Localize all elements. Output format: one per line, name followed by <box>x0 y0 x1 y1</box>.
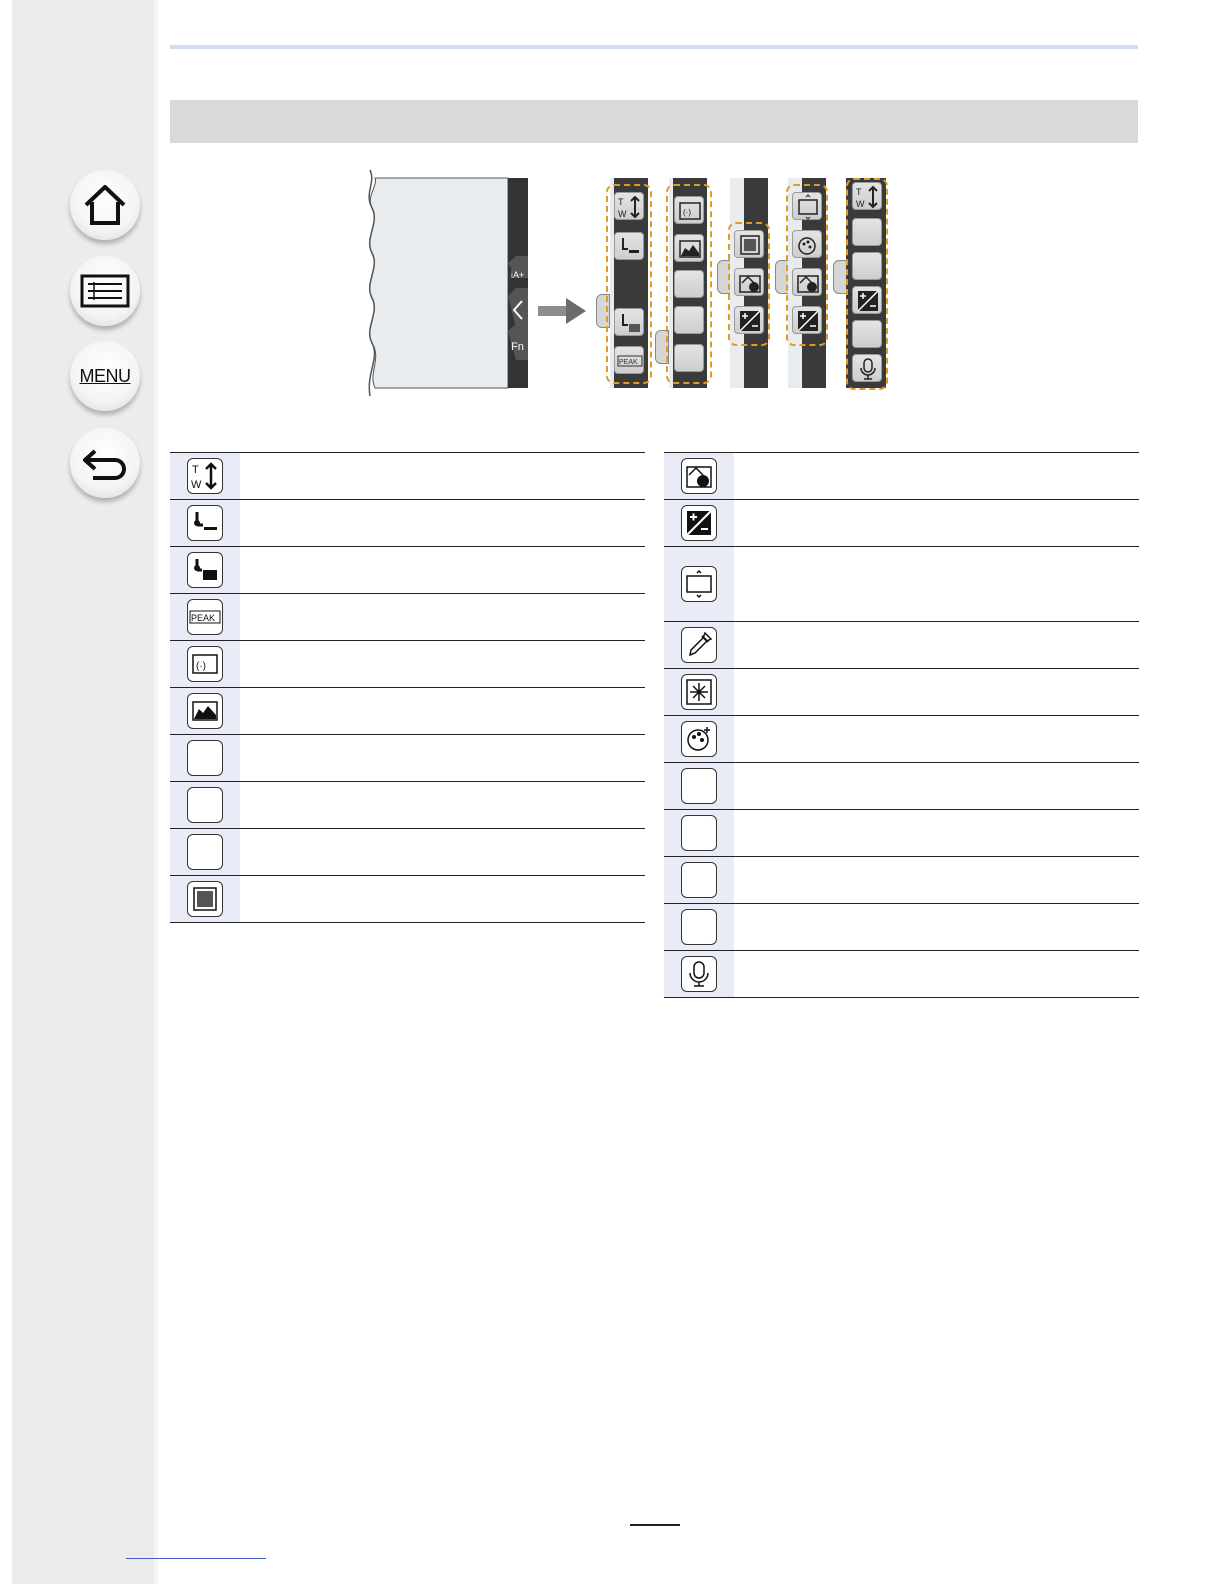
row-description <box>734 622 1139 668</box>
highlight-outline <box>728 222 770 346</box>
row-description <box>240 547 645 593</box>
icon-cell <box>170 453 240 499</box>
svg-text:W: W <box>618 209 627 219</box>
icon-cell <box>664 622 734 668</box>
icon-cell <box>664 904 734 950</box>
svg-text:(·): (·) <box>683 208 691 217</box>
starburst-icon <box>681 674 717 710</box>
table-row <box>170 688 645 735</box>
table-row <box>664 547 1139 622</box>
row-description <box>240 735 645 781</box>
table-row <box>664 763 1139 810</box>
table-row <box>170 782 645 829</box>
page-number-rule <box>630 1524 680 1526</box>
icon-cell <box>664 500 734 546</box>
back-button[interactable] <box>70 428 140 498</box>
blank-icon <box>187 787 223 823</box>
back-arrow-icon <box>81 443 129 483</box>
blank-icon <box>681 768 717 804</box>
icon-cell <box>664 547 734 621</box>
level-gauge-icon <box>187 646 223 682</box>
table-row <box>664 453 1139 500</box>
icon-cell <box>664 763 734 809</box>
table-row <box>664 904 1139 951</box>
table-row <box>170 829 645 876</box>
icon-cell <box>170 876 240 922</box>
icon-cell <box>170 500 240 546</box>
monochrome-icon <box>187 881 223 917</box>
svg-text:T: T <box>618 197 624 207</box>
table-row <box>664 669 1139 716</box>
touch-shutter-icon <box>187 505 223 541</box>
blank-icon <box>187 834 223 870</box>
right-icon-table <box>664 452 1139 998</box>
svg-text:PEAK: PEAK <box>619 359 638 366</box>
touch-ae-icon <box>187 552 223 588</box>
section-title-bar <box>170 100 1138 143</box>
table-row <box>664 622 1139 669</box>
table-row <box>170 594 645 641</box>
list-icon <box>80 274 130 308</box>
microphone-icon <box>681 956 717 992</box>
table-row <box>664 500 1139 547</box>
icon-cell <box>170 641 240 687</box>
row-description <box>734 904 1139 950</box>
icon-cell <box>170 547 240 593</box>
row-description <box>240 453 645 499</box>
menu-button[interactable] <box>70 341 140 411</box>
icon-cell <box>170 782 240 828</box>
icon-cell <box>170 594 240 640</box>
table-row <box>170 500 645 547</box>
menu-label: MENU <box>79 365 131 386</box>
blank-icon <box>681 862 717 898</box>
icon-cell <box>664 669 734 715</box>
row-description <box>240 829 645 875</box>
footer-link-underline <box>126 1558 266 1559</box>
highlight-outline <box>606 184 652 384</box>
highlight-outline <box>666 184 712 384</box>
table-row <box>170 876 645 923</box>
icon-cell <box>170 688 240 734</box>
blank-icon <box>681 909 717 945</box>
tw-zoom-icon <box>187 458 223 494</box>
row-description <box>734 857 1139 903</box>
row-description <box>240 641 645 687</box>
row-description <box>240 782 645 828</box>
svg-text:T: T <box>856 187 862 197</box>
svg-text:W: W <box>191 479 202 491</box>
svg-text:(·): (·) <box>196 661 206 672</box>
table-row <box>664 716 1139 763</box>
row-description <box>734 500 1139 546</box>
peak-icon <box>187 599 223 635</box>
row-description <box>240 594 645 640</box>
row-description <box>734 547 1139 621</box>
tab-bump <box>833 260 847 294</box>
svg-text:T: T <box>192 464 199 476</box>
eyedropper-icon <box>681 627 717 663</box>
row-description <box>240 500 645 546</box>
blank-icon <box>187 740 223 776</box>
frame-adjust-icon <box>681 566 717 602</box>
table-row <box>664 857 1139 904</box>
table-row <box>664 810 1139 857</box>
highlight-outline <box>786 184 828 346</box>
row-description <box>734 716 1139 762</box>
right-arrow-icon <box>536 296 588 326</box>
row-description <box>734 669 1139 715</box>
icon-cell <box>170 735 240 781</box>
color-palette-icon <box>681 721 717 757</box>
table-row <box>664 951 1139 998</box>
icon-cell <box>664 857 734 903</box>
table-row <box>170 453 645 500</box>
highlight-outline <box>846 178 888 390</box>
svg-text:iA+: iA+ <box>511 270 525 280</box>
scene-icon <box>681 458 717 494</box>
row-description <box>734 810 1139 856</box>
header-rule <box>170 45 1138 49</box>
row-description <box>734 763 1139 809</box>
svg-text:PEAK: PEAK <box>191 613 216 623</box>
side-navigation-strip <box>12 0 158 1584</box>
svg-text:Fn: Fn <box>511 341 524 353</box>
icon-cell <box>664 716 734 762</box>
row-description <box>240 688 645 734</box>
left-icon-table <box>170 452 645 923</box>
row-description <box>734 453 1139 499</box>
icon-cell <box>664 810 734 856</box>
touch-tab-illustration <box>350 168 910 400</box>
blank-icon <box>681 815 717 851</box>
home-icon <box>81 183 129 227</box>
exposure-compensation-icon <box>681 505 717 541</box>
svg-text:W: W <box>856 199 865 209</box>
table-row <box>170 735 645 782</box>
histogram-icon <box>187 693 223 729</box>
table-row <box>170 641 645 688</box>
contents-button[interactable] <box>70 256 140 326</box>
icon-cell <box>170 829 240 875</box>
icon-cell <box>664 951 734 997</box>
row-description <box>734 951 1139 997</box>
icon-cell <box>664 453 734 499</box>
home-button[interactable] <box>70 170 140 240</box>
row-description <box>240 876 645 922</box>
table-row <box>170 547 645 594</box>
camera-screen-drawing <box>350 168 550 400</box>
